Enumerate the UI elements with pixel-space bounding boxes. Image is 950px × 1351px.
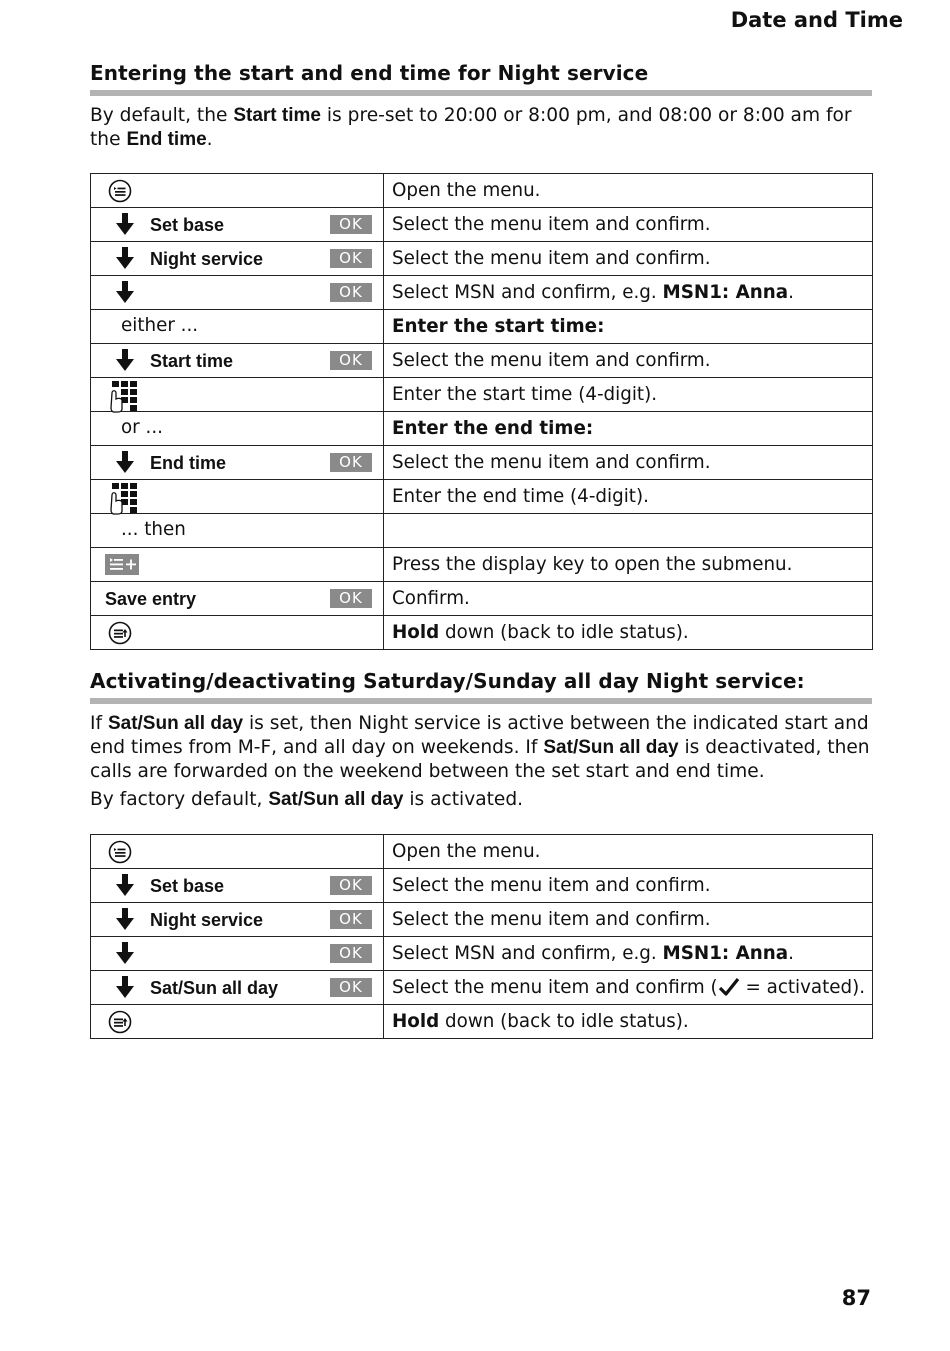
- step-action-cell: [91, 903, 384, 937]
- down-arrow-icon: [115, 975, 135, 999]
- step-action: [91, 344, 383, 377]
- step-action-cell: [91, 310, 384, 344]
- checkmark-icon: [718, 977, 740, 997]
- step-description-cell: [384, 548, 873, 582]
- keypad-icon: [108, 481, 140, 515]
- steps-table-sat-sun: [90, 834, 873, 1039]
- table-row: [91, 582, 873, 616]
- step-description-cell: [384, 446, 873, 480]
- step-action-cell: [91, 276, 384, 310]
- step-action-cell: [91, 835, 384, 869]
- step-action: [91, 548, 383, 581]
- ok-key: OK: [330, 283, 372, 302]
- intro-text: By default, the: [90, 105, 234, 126]
- down-arrow-icon: [115, 873, 135, 897]
- step-description-cell: [384, 514, 873, 548]
- para-text: If: [90, 713, 108, 734]
- ok-key: OK: [330, 876, 372, 895]
- intro-text: .: [206, 129, 213, 150]
- table-row: [91, 548, 873, 582]
- step-description: Select the menu item and confirm.: [392, 214, 711, 235]
- step-description-cell: [384, 937, 873, 971]
- step-description: .: [788, 282, 794, 303]
- section-title-night-service-times: Entering the start and end time for Night service: [90, 61, 649, 85]
- para-bold: Sat/Sun all day: [268, 789, 404, 810]
- para-text: By factory default,: [90, 789, 269, 810]
- step-action-cell: [91, 616, 384, 650]
- table-row: [91, 616, 873, 650]
- table-row: [91, 242, 873, 276]
- ok-key: OK: [330, 944, 372, 963]
- step-action: [91, 310, 383, 343]
- end-call-key-icon: [108, 1010, 132, 1034]
- ok-key: OK: [330, 910, 372, 929]
- step-description-cell: [384, 616, 873, 650]
- menu-item-label: Set base: [150, 876, 225, 896]
- step-action: [91, 446, 383, 479]
- step-action-cell: [91, 869, 384, 903]
- section-divider: [90, 90, 872, 96]
- step-action-cell: [91, 208, 384, 242]
- step-description: Confirm.: [392, 588, 470, 609]
- ok-key: OK: [330, 351, 372, 370]
- step-action: [91, 903, 383, 936]
- step-description: Open the menu.: [392, 841, 541, 862]
- down-arrow-icon: [115, 450, 135, 474]
- menu-item-label: Night service: [150, 249, 264, 269]
- step-action: [91, 276, 383, 309]
- step-description-cell: [384, 480, 873, 514]
- step-action-cell: [91, 1005, 384, 1039]
- step-action: [91, 480, 383, 513]
- step-conjunction: or ...: [121, 417, 163, 438]
- step-description-cell: [384, 242, 873, 276]
- step-description-cell: [384, 276, 873, 310]
- step-action: [91, 835, 383, 868]
- step-description: Select the menu item and confirm.: [392, 875, 711, 896]
- step-description: Press the display key to open the submenu.: [392, 554, 793, 575]
- section-title-sat-sun: Activating/deactivating Saturday/Sunday all day Night service:: [90, 669, 805, 693]
- step-action-cell: [91, 971, 384, 1005]
- para-text: is activated.: [403, 789, 524, 810]
- step-description: Enter the start time (4-digit).: [392, 384, 658, 405]
- table-row: [91, 835, 873, 869]
- step-description-cell: [384, 835, 873, 869]
- para-text: is set, then Night service is active between the indicated start and end times from M-F, and all day on weekends. If: [90, 713, 869, 758]
- table-row: [91, 1005, 873, 1039]
- step-description-cell: [384, 582, 873, 616]
- step-description-cell: [384, 869, 873, 903]
- table-row: [91, 446, 873, 480]
- para-text: is deactivated, then calls are forwarded on the weekend between the set start and end time.: [90, 737, 870, 782]
- step-description: Enter the start time:: [392, 316, 605, 337]
- step-action: [91, 869, 383, 902]
- step-description-cell: [384, 344, 873, 378]
- step-action: [91, 971, 383, 1004]
- intro-paragraph: [90, 104, 880, 152]
- page-header-title: Date and Time: [730, 8, 903, 32]
- step-action: [91, 242, 383, 275]
- step-description: Enter the end time:: [392, 418, 594, 439]
- table-row: [91, 869, 873, 903]
- table-row: [91, 971, 873, 1005]
- table-row: [91, 378, 873, 412]
- step-action: [91, 582, 383, 615]
- menu-key-icon: [108, 179, 132, 203]
- menu-key-icon: [108, 840, 132, 864]
- ok-key: OK: [330, 589, 372, 608]
- menu-item-label: Sat/Sun all day: [150, 978, 279, 998]
- step-description: Select MSN and confirm, e.g.: [392, 943, 663, 964]
- step-description: Select the menu item and confirm.: [392, 909, 711, 930]
- step-description: Select the menu item and confirm.: [392, 452, 711, 473]
- step-description: Select the menu item and confirm.: [392, 248, 711, 269]
- table-row: [91, 903, 873, 937]
- table-row: [91, 208, 873, 242]
- menu-item-label: Set base: [150, 215, 225, 235]
- sat-sun-paragraph: [90, 712, 880, 784]
- step-action: [91, 208, 383, 241]
- step-action: [91, 174, 383, 207]
- step-action-cell: [91, 548, 384, 582]
- step-action: [91, 937, 383, 970]
- step-description: Select MSN and confirm, e.g.: [392, 282, 663, 303]
- steps-table-night-service-times: [90, 173, 873, 650]
- step-action-cell: [91, 582, 384, 616]
- ok-key: OK: [330, 978, 372, 997]
- down-arrow-icon: [115, 907, 135, 931]
- step-description-bold: Hold: [392, 1011, 440, 1032]
- step-description: Select the menu item and confirm.: [392, 350, 711, 371]
- table-row: [91, 480, 873, 514]
- step-description-cell: [384, 903, 873, 937]
- step-description-cell: [384, 310, 873, 344]
- step-conjunction: either ...: [121, 315, 199, 336]
- step-description-cell: [384, 971, 873, 1005]
- display-key-icon: [105, 554, 139, 575]
- step-description-cell: [384, 412, 873, 446]
- step-description-bold: Hold: [392, 622, 440, 643]
- down-arrow-icon: [115, 280, 135, 304]
- down-arrow-icon: [115, 212, 135, 236]
- table-row: [91, 276, 873, 310]
- table-row: [91, 310, 873, 344]
- section-divider: [90, 698, 872, 704]
- keypad-icon: [108, 379, 140, 413]
- step-description-cell: [384, 1005, 873, 1039]
- step-description-bold: MSN1: Anna: [662, 943, 789, 964]
- step-description-cell: [384, 378, 873, 412]
- menu-item-label: End time: [150, 453, 227, 473]
- table-row: [91, 412, 873, 446]
- step-description-cell: [384, 208, 873, 242]
- page-number: 87: [841, 1286, 871, 1310]
- table-row: [91, 937, 873, 971]
- intro-bold-start-time: Start time: [233, 105, 321, 126]
- down-arrow-icon: [115, 348, 135, 372]
- ok-key: OK: [330, 453, 372, 472]
- step-action-cell: [91, 174, 384, 208]
- step-action: [91, 514, 383, 547]
- step-action-cell: [91, 446, 384, 480]
- factory-default-paragraph: [90, 788, 880, 812]
- step-description: down (back to idle status).: [439, 622, 689, 643]
- step-action: [91, 378, 383, 411]
- table-row: [91, 344, 873, 378]
- step-description: down (back to idle status).: [439, 1011, 689, 1032]
- step-action-cell: [91, 480, 384, 514]
- step-description: = activated).: [739, 977, 866, 998]
- step-action: [91, 616, 383, 649]
- para-bold: Sat/Sun all day: [543, 737, 679, 758]
- step-description: .: [788, 943, 794, 964]
- down-arrow-icon: [115, 246, 135, 270]
- step-action-cell: [91, 344, 384, 378]
- intro-bold-end-time: End time: [126, 129, 207, 150]
- step-description-bold: MSN1: Anna: [662, 282, 789, 303]
- step-action-cell: [91, 378, 384, 412]
- step-action: [91, 1005, 383, 1038]
- intro-text: is pre-set to 20:00 or 8:00 pm, and 08:00 or 8:00 am for the: [90, 105, 852, 150]
- menu-item-label: Save entry: [105, 589, 197, 609]
- step-action-cell: [91, 514, 384, 548]
- down-arrow-icon: [115, 941, 135, 965]
- step-description: Enter the end time (4-digit).: [392, 486, 649, 507]
- step-action-cell: [91, 937, 384, 971]
- step-action-cell: [91, 242, 384, 276]
- table-row: [91, 514, 873, 548]
- step-description: Open the menu.: [392, 180, 541, 201]
- step-conjunction: ... then: [121, 519, 186, 540]
- ok-key: OK: [330, 249, 372, 268]
- para-bold: Sat/Sun all day: [107, 713, 244, 734]
- ok-key: OK: [330, 215, 372, 234]
- menu-item-label: Start time: [150, 351, 234, 371]
- step-description-cell: [384, 174, 873, 208]
- table-row: [91, 174, 873, 208]
- menu-item-label: Night service: [150, 910, 264, 930]
- step-description: Select the menu item and confirm (: [392, 977, 718, 998]
- end-call-key-icon: [108, 621, 132, 645]
- step-action: [91, 412, 383, 445]
- step-action-cell: [91, 412, 384, 446]
